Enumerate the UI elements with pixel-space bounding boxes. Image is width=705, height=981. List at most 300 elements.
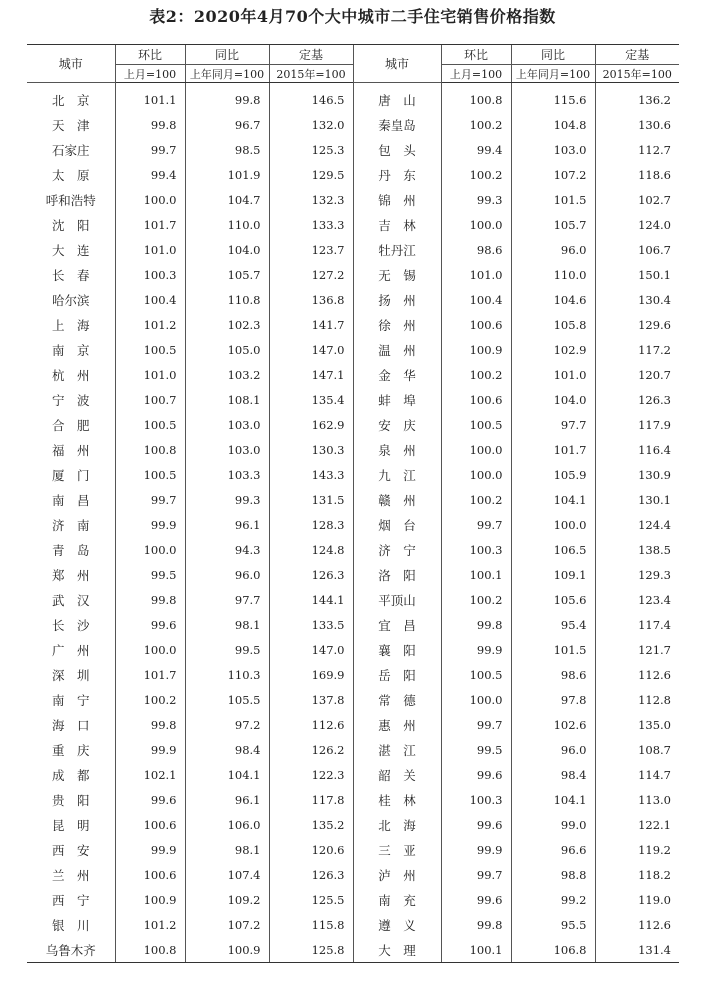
left-base-cell: 124.8 bbox=[269, 537, 353, 562]
table-row bbox=[27, 762, 679, 787]
right-yoy-cell: 102.6 bbox=[511, 712, 595, 737]
right-city-cell: 遵 义 bbox=[353, 912, 441, 937]
right-city-cell: 唐 山 bbox=[353, 83, 441, 113]
left-base-cell: 147.0 bbox=[269, 637, 353, 662]
right-base-cell: 102.7 bbox=[595, 187, 679, 212]
right-mom-cell: 99.4 bbox=[441, 137, 511, 162]
left-mom-cell: 100.7 bbox=[115, 387, 185, 412]
left-base-cell: 135.2 bbox=[269, 812, 353, 837]
table-row bbox=[27, 687, 679, 712]
left-yoy-cell: 99.5 bbox=[185, 637, 269, 662]
right-base-cell: 124.0 bbox=[595, 212, 679, 237]
right-mom-cell: 99.6 bbox=[441, 887, 511, 912]
left-city-cell: 杭 州 bbox=[51, 367, 90, 383]
left-city-cell: 哈尔滨 bbox=[51, 292, 90, 308]
left-mom-cell: 101.1 bbox=[115, 83, 185, 113]
right-city-cell: 九 江 bbox=[353, 462, 441, 487]
table-row bbox=[27, 437, 679, 462]
table-row bbox=[27, 812, 679, 837]
right-base-cell: 130.6 bbox=[595, 112, 679, 137]
right-city-cell: 赣 州 bbox=[353, 487, 441, 512]
left-base-cell: 126.2 bbox=[269, 737, 353, 762]
right-yoy-cell: 101.5 bbox=[511, 187, 595, 212]
right-base-cell: 112.6 bbox=[595, 912, 679, 937]
left-base-cell: 126.3 bbox=[269, 562, 353, 587]
right-base-cell: 124.4 bbox=[595, 512, 679, 537]
left-mom-cell: 99.9 bbox=[115, 837, 185, 862]
right-mom-cell: 100.3 bbox=[441, 787, 511, 812]
left-base-cell: 130.3 bbox=[269, 437, 353, 462]
right-yoy-cell: 96.6 bbox=[511, 837, 595, 862]
left-yoy-cell: 99.8 bbox=[185, 83, 269, 113]
left-mom-cell: 100.0 bbox=[115, 537, 185, 562]
left-yoy-cell: 103.2 bbox=[185, 362, 269, 387]
mom-subheader-right: 上月=100 bbox=[441, 65, 511, 83]
right-city-cell: 岳 阳 bbox=[353, 662, 441, 687]
left-base-cell: 117.8 bbox=[269, 787, 353, 812]
city-header-right: 城市 bbox=[353, 45, 441, 83]
left-mom-cell: 100.2 bbox=[115, 687, 185, 712]
right-yoy-cell: 105.7 bbox=[511, 212, 595, 237]
right-base-cell: 119.2 bbox=[595, 837, 679, 862]
right-mom-cell: 99.9 bbox=[441, 837, 511, 862]
base-subheader-left: 2015年=100 bbox=[269, 65, 353, 83]
right-yoy-cell: 104.6 bbox=[511, 287, 595, 312]
right-yoy-cell: 110.0 bbox=[511, 262, 595, 287]
right-base-cell: 129.3 bbox=[595, 562, 679, 587]
left-yoy-cell: 105.5 bbox=[185, 687, 269, 712]
right-city-cell: 韶 关 bbox=[353, 762, 441, 787]
table-header bbox=[27, 45, 679, 83]
table-row bbox=[27, 287, 679, 312]
left-yoy-cell: 107.2 bbox=[185, 912, 269, 937]
yoy-header-left: 同比 bbox=[185, 45, 269, 65]
right-mom-cell: 99.8 bbox=[441, 912, 511, 937]
left-city-cell: 重 庆 bbox=[51, 742, 90, 758]
left-mom-cell: 99.7 bbox=[115, 137, 185, 162]
right-base-cell: 138.5 bbox=[595, 537, 679, 562]
left-base-cell: 123.7 bbox=[269, 237, 353, 262]
left-city-cell: 太 原 bbox=[51, 167, 90, 183]
right-city-cell: 安 庆 bbox=[353, 412, 441, 437]
left-yoy-cell: 104.0 bbox=[185, 237, 269, 262]
table-row bbox=[27, 412, 679, 437]
left-base-cell: 125.8 bbox=[269, 937, 353, 963]
right-city-cell: 北 海 bbox=[353, 812, 441, 837]
right-yoy-cell: 105.8 bbox=[511, 312, 595, 337]
left-mom-cell: 100.0 bbox=[115, 637, 185, 662]
left-mom-cell: 100.5 bbox=[115, 337, 185, 362]
left-yoy-cell: 98.5 bbox=[185, 137, 269, 162]
yoy-subheader-left: 上年同月=100 bbox=[185, 65, 269, 83]
left-base-cell: 144.1 bbox=[269, 587, 353, 612]
right-yoy-cell: 98.8 bbox=[511, 862, 595, 887]
left-base-cell: 128.3 bbox=[269, 512, 353, 537]
right-yoy-cell: 104.0 bbox=[511, 387, 595, 412]
left-mom-cell: 99.8 bbox=[115, 112, 185, 137]
left-mom-cell: 100.0 bbox=[115, 187, 185, 212]
right-yoy-cell: 104.8 bbox=[511, 112, 595, 137]
left-city-cell: 合 肥 bbox=[51, 417, 90, 433]
table-row bbox=[27, 587, 679, 612]
right-city-cell: 济 宁 bbox=[353, 537, 441, 562]
right-base-cell: 120.7 bbox=[595, 362, 679, 387]
right-yoy-cell: 98.6 bbox=[511, 662, 595, 687]
left-city-cell: 昆 明 bbox=[51, 817, 90, 833]
left-city-cell: 银 川 bbox=[51, 917, 90, 933]
left-mom-cell: 99.4 bbox=[115, 162, 185, 187]
right-mom-cell: 100.6 bbox=[441, 387, 511, 412]
left-base-cell: 141.7 bbox=[269, 312, 353, 337]
right-mom-cell: 99.7 bbox=[441, 512, 511, 537]
right-city-cell: 惠 州 bbox=[353, 712, 441, 737]
left-yoy-cell: 96.7 bbox=[185, 112, 269, 137]
right-mom-cell: 100.1 bbox=[441, 562, 511, 587]
left-mom-cell: 100.6 bbox=[115, 862, 185, 887]
left-yoy-cell: 97.2 bbox=[185, 712, 269, 737]
right-yoy-cell: 97.8 bbox=[511, 687, 595, 712]
left-base-cell: 136.8 bbox=[269, 287, 353, 312]
left-city-cell: 海 口 bbox=[51, 717, 90, 733]
left-city-cell: 大 连 bbox=[51, 242, 90, 258]
table-title: 表2：2020年4月70个大中城市二手住宅销售价格指数 bbox=[149, 7, 556, 26]
left-city-cell: 西 安 bbox=[51, 842, 90, 858]
right-base-cell: 131.4 bbox=[595, 937, 679, 963]
table-row bbox=[27, 512, 679, 537]
left-base-cell: 146.5 bbox=[269, 83, 353, 113]
left-yoy-cell: 100.9 bbox=[185, 937, 269, 963]
left-mom-cell: 99.7 bbox=[115, 487, 185, 512]
left-mom-cell: 102.1 bbox=[115, 762, 185, 787]
left-yoy-cell: 104.7 bbox=[185, 187, 269, 212]
left-city-cell: 乌鲁木齐 bbox=[27, 937, 115, 963]
right-yoy-cell: 97.7 bbox=[511, 412, 595, 437]
left-city-cell: 贵 阳 bbox=[51, 792, 90, 808]
table-row bbox=[27, 112, 679, 137]
left-mom-cell: 99.6 bbox=[115, 612, 185, 637]
right-base-cell: 119.0 bbox=[595, 887, 679, 912]
right-base-cell: 126.3 bbox=[595, 387, 679, 412]
left-mom-cell: 99.9 bbox=[115, 512, 185, 537]
right-base-cell: 112.6 bbox=[595, 662, 679, 687]
right-city-cell: 常 德 bbox=[353, 687, 441, 712]
right-mom-cell: 100.9 bbox=[441, 337, 511, 362]
right-yoy-cell: 109.1 bbox=[511, 562, 595, 587]
right-yoy-cell: 101.7 bbox=[511, 437, 595, 462]
left-city-cell: 长 春 bbox=[51, 267, 90, 283]
left-yoy-cell: 102.3 bbox=[185, 312, 269, 337]
right-city-cell: 南 充 bbox=[353, 887, 441, 912]
left-mom-cell: 99.8 bbox=[115, 587, 185, 612]
left-yoy-cell: 109.2 bbox=[185, 887, 269, 912]
right-base-cell: 129.6 bbox=[595, 312, 679, 337]
table-row bbox=[27, 487, 679, 512]
right-mom-cell: 100.2 bbox=[441, 112, 511, 137]
right-base-cell: 121.7 bbox=[595, 637, 679, 662]
right-yoy-cell: 106.5 bbox=[511, 537, 595, 562]
right-yoy-cell: 99.2 bbox=[511, 887, 595, 912]
table-row bbox=[27, 537, 679, 562]
right-city-cell: 温 州 bbox=[353, 337, 441, 362]
table-row bbox=[27, 937, 679, 963]
right-mom-cell: 100.2 bbox=[441, 162, 511, 187]
left-yoy-cell: 105.7 bbox=[185, 262, 269, 287]
left-base-cell: 133.5 bbox=[269, 612, 353, 637]
left-yoy-cell: 101.9 bbox=[185, 162, 269, 187]
left-city-cell: 南 京 bbox=[51, 342, 90, 358]
table-row bbox=[27, 83, 679, 113]
left-city-cell: 南 昌 bbox=[51, 492, 90, 508]
yoy-header-right: 同比 bbox=[511, 45, 595, 65]
right-base-cell: 117.4 bbox=[595, 612, 679, 637]
right-city-cell: 吉 林 bbox=[353, 212, 441, 237]
table-row bbox=[27, 837, 679, 862]
base-subheader-right: 2015年=100 bbox=[595, 65, 679, 83]
right-mom-cell: 100.1 bbox=[441, 937, 511, 963]
left-base-cell: 115.8 bbox=[269, 912, 353, 937]
right-city-cell: 桂 林 bbox=[353, 787, 441, 812]
mom-header-right: 环比 bbox=[441, 45, 511, 65]
price-index-table bbox=[27, 44, 679, 963]
left-mom-cell: 100.8 bbox=[115, 437, 185, 462]
left-mom-cell: 100.4 bbox=[115, 287, 185, 312]
left-city-cell: 郑 州 bbox=[51, 567, 90, 583]
left-mom-cell: 99.9 bbox=[115, 737, 185, 762]
city-header-left: 城市 bbox=[27, 45, 115, 83]
right-city-cell: 丹 东 bbox=[353, 162, 441, 187]
table-row bbox=[27, 662, 679, 687]
left-mom-cell: 101.0 bbox=[115, 362, 185, 387]
right-mom-cell: 99.6 bbox=[441, 762, 511, 787]
left-base-cell: 125.3 bbox=[269, 137, 353, 162]
right-city-cell: 金 华 bbox=[353, 362, 441, 387]
right-mom-cell: 100.2 bbox=[441, 487, 511, 512]
right-yoy-cell: 115.6 bbox=[511, 83, 595, 113]
left-base-cell: 169.9 bbox=[269, 662, 353, 687]
left-yoy-cell: 103.0 bbox=[185, 412, 269, 437]
left-base-cell: 143.3 bbox=[269, 462, 353, 487]
left-mom-cell: 100.5 bbox=[115, 412, 185, 437]
right-city-cell: 宜 昌 bbox=[353, 612, 441, 637]
right-mom-cell: 100.5 bbox=[441, 662, 511, 687]
right-mom-cell: 100.8 bbox=[441, 83, 511, 113]
right-city-cell: 三 亚 bbox=[353, 837, 441, 862]
right-city-cell: 平顶山 bbox=[353, 587, 441, 612]
right-mom-cell: 98.6 bbox=[441, 237, 511, 262]
right-city-cell: 包 头 bbox=[353, 137, 441, 162]
left-yoy-cell: 96.1 bbox=[185, 787, 269, 812]
left-city-cell: 兰 州 bbox=[51, 867, 90, 883]
right-mom-cell: 100.2 bbox=[441, 587, 511, 612]
right-mom-cell: 100.6 bbox=[441, 312, 511, 337]
left-yoy-cell: 103.0 bbox=[185, 437, 269, 462]
table-row bbox=[27, 337, 679, 362]
right-city-cell: 湛 江 bbox=[353, 737, 441, 762]
mom-header-left: 环比 bbox=[115, 45, 185, 65]
left-base-cell: 147.1 bbox=[269, 362, 353, 387]
left-mom-cell: 101.2 bbox=[115, 912, 185, 937]
table-row bbox=[27, 212, 679, 237]
left-yoy-cell: 105.0 bbox=[185, 337, 269, 362]
right-base-cell: 113.0 bbox=[595, 787, 679, 812]
right-yoy-cell: 101.5 bbox=[511, 637, 595, 662]
table-row bbox=[27, 312, 679, 337]
left-city-cell: 北 京 bbox=[51, 92, 90, 108]
left-yoy-cell: 96.0 bbox=[185, 562, 269, 587]
right-yoy-cell: 104.1 bbox=[511, 787, 595, 812]
left-base-cell: 137.8 bbox=[269, 687, 353, 712]
right-city-cell: 徐 州 bbox=[353, 312, 441, 337]
right-yoy-cell: 100.0 bbox=[511, 512, 595, 537]
right-city-cell: 烟 台 bbox=[353, 512, 441, 537]
left-yoy-cell: 96.1 bbox=[185, 512, 269, 537]
right-base-cell: 130.1 bbox=[595, 487, 679, 512]
left-base-cell: 162.9 bbox=[269, 412, 353, 437]
right-yoy-cell: 105.6 bbox=[511, 587, 595, 612]
left-yoy-cell: 98.4 bbox=[185, 737, 269, 762]
right-mom-cell: 99.9 bbox=[441, 637, 511, 662]
left-yoy-cell: 107.4 bbox=[185, 862, 269, 887]
left-base-cell: 132.3 bbox=[269, 187, 353, 212]
left-city-cell: 天 津 bbox=[51, 117, 90, 133]
left-city-cell: 武 汉 bbox=[51, 592, 90, 608]
right-yoy-cell: 95.5 bbox=[511, 912, 595, 937]
right-base-cell: 106.7 bbox=[595, 237, 679, 262]
right-city-cell: 蚌 埠 bbox=[353, 387, 441, 412]
right-mom-cell: 100.3 bbox=[441, 537, 511, 562]
left-city-cell: 石家庄 bbox=[51, 142, 90, 158]
left-mom-cell: 101.2 bbox=[115, 312, 185, 337]
right-base-cell: 112.8 bbox=[595, 687, 679, 712]
table-row bbox=[27, 362, 679, 387]
right-mom-cell: 99.3 bbox=[441, 187, 511, 212]
left-mom-cell: 99.8 bbox=[115, 712, 185, 737]
right-yoy-cell: 95.4 bbox=[511, 612, 595, 637]
left-yoy-cell: 103.3 bbox=[185, 462, 269, 487]
right-city-cell: 秦皇岛 bbox=[353, 112, 441, 137]
right-mom-cell: 100.0 bbox=[441, 687, 511, 712]
right-city-cell: 无 锡 bbox=[353, 262, 441, 287]
right-yoy-cell: 105.9 bbox=[511, 462, 595, 487]
table-row bbox=[27, 562, 679, 587]
left-mom-cell: 101.0 bbox=[115, 237, 185, 262]
right-city-cell: 扬 州 bbox=[353, 287, 441, 312]
right-city-cell: 锦 州 bbox=[353, 187, 441, 212]
left-mom-cell: 100.6 bbox=[115, 812, 185, 837]
table-row bbox=[27, 162, 679, 187]
left-base-cell: 112.6 bbox=[269, 712, 353, 737]
table-row bbox=[27, 862, 679, 887]
left-city-cell: 广 州 bbox=[51, 642, 90, 658]
right-base-cell: 114.7 bbox=[595, 762, 679, 787]
left-yoy-cell: 99.3 bbox=[185, 487, 269, 512]
left-mom-cell: 101.7 bbox=[115, 662, 185, 687]
table-body bbox=[27, 83, 679, 963]
mom-subheader-left: 上月=100 bbox=[115, 65, 185, 83]
left-yoy-cell: 110.0 bbox=[185, 212, 269, 237]
left-city-cell: 呼和浩特 bbox=[45, 192, 96, 208]
left-city-cell: 深 圳 bbox=[51, 667, 90, 683]
right-mom-cell: 100.0 bbox=[441, 437, 511, 462]
right-mom-cell: 99.5 bbox=[441, 737, 511, 762]
base-header-right: 定基 bbox=[595, 45, 679, 65]
table-row bbox=[27, 462, 679, 487]
left-base-cell: 135.4 bbox=[269, 387, 353, 412]
table-row bbox=[27, 612, 679, 637]
right-city-cell: 泉 州 bbox=[353, 437, 441, 462]
right-yoy-cell: 103.0 bbox=[511, 137, 595, 162]
right-mom-cell: 99.7 bbox=[441, 712, 511, 737]
right-yoy-cell: 106.8 bbox=[511, 937, 595, 963]
right-city-cell: 牡丹江 bbox=[353, 237, 441, 262]
base-header-left: 定基 bbox=[269, 45, 353, 65]
right-city-cell: 洛 阳 bbox=[353, 562, 441, 587]
table-row bbox=[27, 712, 679, 737]
left-city-cell: 济 南 bbox=[51, 517, 90, 533]
left-yoy-cell: 104.1 bbox=[185, 762, 269, 787]
left-base-cell: 129.5 bbox=[269, 162, 353, 187]
left-city-cell: 宁 波 bbox=[51, 392, 90, 408]
left-mom-cell: 99.6 bbox=[115, 787, 185, 812]
right-mom-cell: 99.6 bbox=[441, 812, 511, 837]
left-yoy-cell: 108.1 bbox=[185, 387, 269, 412]
table-row bbox=[27, 787, 679, 812]
left-city-cell: 南 宁 bbox=[51, 692, 90, 708]
left-base-cell: 133.3 bbox=[269, 212, 353, 237]
table-row bbox=[27, 262, 679, 287]
table-row bbox=[27, 637, 679, 662]
right-base-cell: 117.2 bbox=[595, 337, 679, 362]
right-yoy-cell: 102.9 bbox=[511, 337, 595, 362]
table-row bbox=[27, 137, 679, 162]
left-mom-cell: 100.8 bbox=[115, 937, 185, 963]
right-yoy-cell: 101.0 bbox=[511, 362, 595, 387]
right-city-cell: 大 理 bbox=[353, 937, 441, 963]
right-base-cell: 136.2 bbox=[595, 83, 679, 113]
left-yoy-cell: 94.3 bbox=[185, 537, 269, 562]
table-row bbox=[27, 887, 679, 912]
left-base-cell: 131.5 bbox=[269, 487, 353, 512]
right-mom-cell: 101.0 bbox=[441, 262, 511, 287]
right-base-cell: 130.4 bbox=[595, 287, 679, 312]
right-base-cell: 150.1 bbox=[595, 262, 679, 287]
right-mom-cell: 100.0 bbox=[441, 212, 511, 237]
left-city-cell: 青 岛 bbox=[51, 542, 90, 558]
right-mom-cell: 100.5 bbox=[441, 412, 511, 437]
left-yoy-cell: 97.7 bbox=[185, 587, 269, 612]
left-yoy-cell: 110.3 bbox=[185, 662, 269, 687]
left-mom-cell: 100.5 bbox=[115, 462, 185, 487]
table-row bbox=[27, 912, 679, 937]
right-base-cell: 112.7 bbox=[595, 137, 679, 162]
table-row bbox=[27, 737, 679, 762]
right-mom-cell: 99.7 bbox=[441, 862, 511, 887]
right-mom-cell: 100.4 bbox=[441, 287, 511, 312]
table-row bbox=[27, 187, 679, 212]
right-yoy-cell: 96.0 bbox=[511, 737, 595, 762]
left-base-cell: 120.6 bbox=[269, 837, 353, 862]
table-row bbox=[27, 237, 679, 262]
left-city-cell: 上 海 bbox=[51, 317, 90, 333]
right-city-cell: 襄 阳 bbox=[353, 637, 441, 662]
right-base-cell: 118.6 bbox=[595, 162, 679, 187]
right-base-cell: 108.7 bbox=[595, 737, 679, 762]
left-mom-cell: 100.3 bbox=[115, 262, 185, 287]
left-mom-cell: 101.7 bbox=[115, 212, 185, 237]
right-base-cell: 118.2 bbox=[595, 862, 679, 887]
left-city-cell: 福 州 bbox=[51, 442, 90, 458]
left-city-cell: 成 都 bbox=[51, 767, 90, 783]
